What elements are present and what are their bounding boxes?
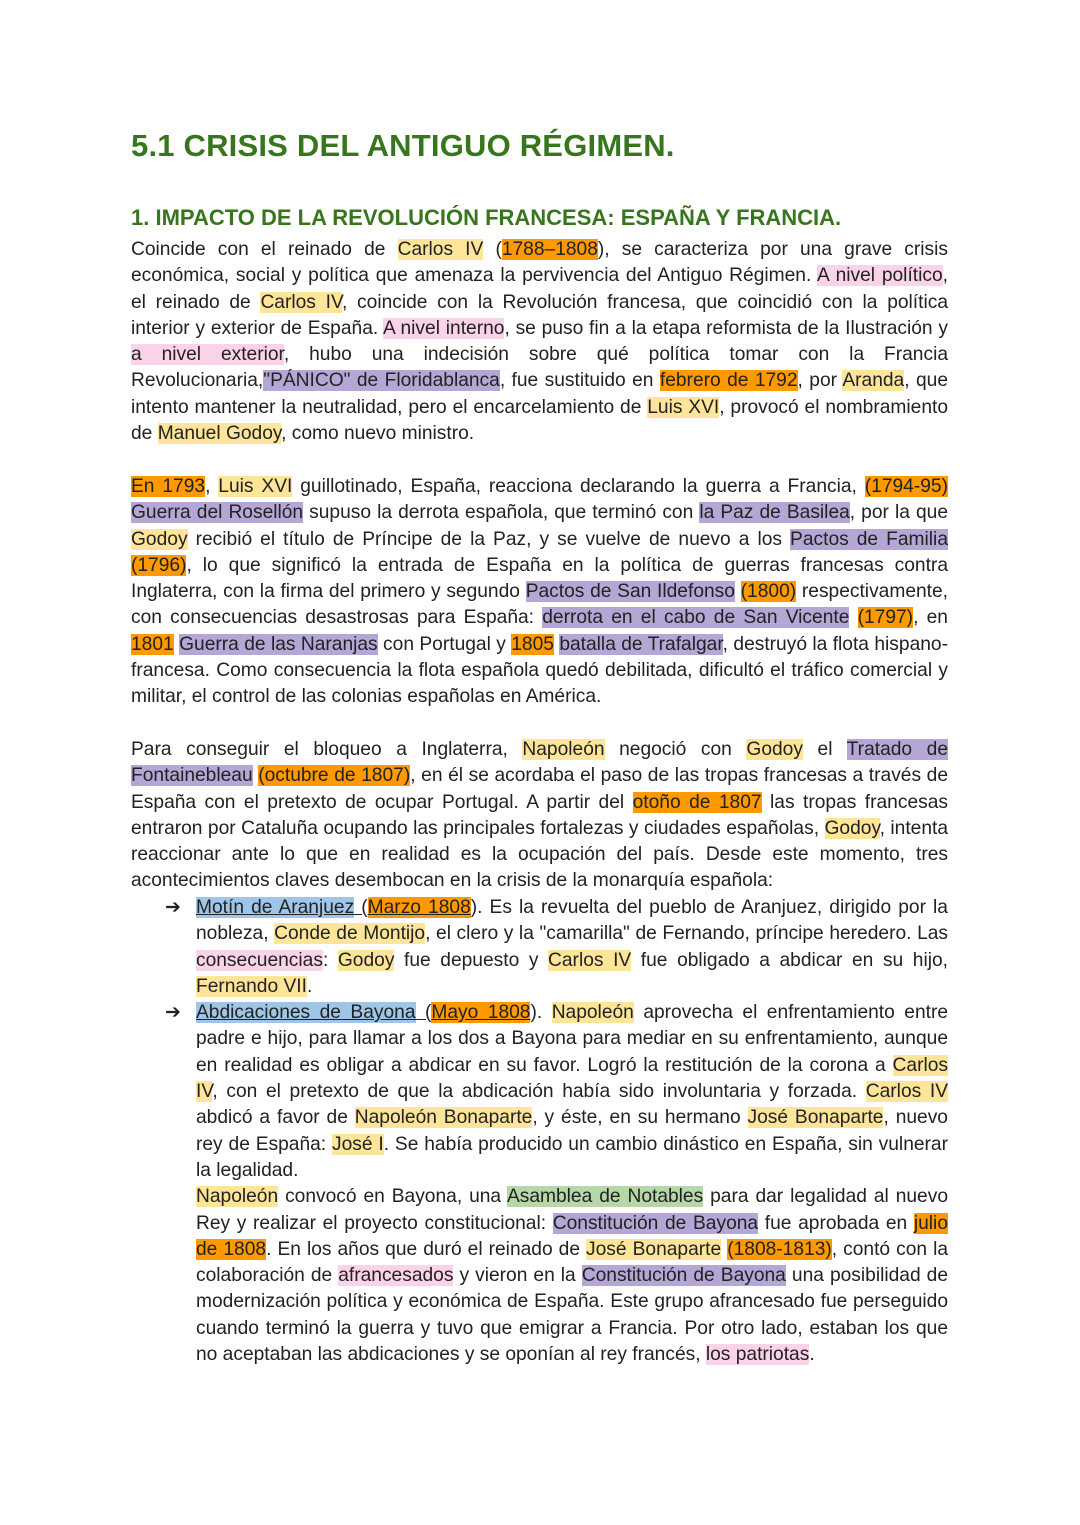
text: [849, 607, 857, 628]
highlight-date: julio de 1808: [196, 1212, 948, 1260]
text: negoció con: [604, 739, 747, 760]
text: , el reinado de: [131, 265, 948, 313]
text: y vieron en la: [453, 1265, 582, 1287]
highlight-date: (1797): [857, 607, 914, 629]
text: aprovecha el enfrentamiento entre padre e hijo, para llamar a los dos a Bayona para mediar en su enfrentamiento, aunque en realidad es obligar a abdicar en su favor. Logró la restitución de la corona a: [196, 1002, 949, 1076]
text: con Portugal y: [377, 633, 512, 655]
highlight-person: Godoy: [337, 949, 395, 971]
text: , fue sustituido en: [499, 370, 660, 392]
text: las tropas francesas entraron por Cataluña ocupando las principales fortalezas y ciudades españolas,: [131, 791, 948, 839]
text: . En los años que duró el reinado de: [266, 1238, 587, 1260]
highlight-event: Constitución de Bayona: [581, 1265, 786, 1287]
highlight-person: Napoleón Bonaparte: [354, 1107, 533, 1129]
text: , como nuevo ministro.: [281, 423, 475, 445]
bullet-text-continued: [196, 1184, 948, 1368]
bullet-list: [131, 895, 948, 1368]
text: , provocó el nombramiento de: [131, 396, 948, 445]
text: (: [483, 239, 502, 260]
highlight-person: Napoleón: [551, 1002, 634, 1024]
bullet-text: [196, 1000, 948, 1184]
highlight-date: Mayo 1808: [431, 1002, 531, 1024]
text: respectivamente, con consecuencias desastrosas para España:: [131, 581, 948, 629]
highlight-key-event: Motín de Aranjuez: [196, 897, 355, 918]
highlight-concept: A nivel político: [817, 265, 943, 287]
text: , por la que: [849, 502, 948, 524]
text: abdicó a favor de: [196, 1107, 355, 1129]
highlight-person: Napoleón: [522, 739, 605, 760]
highlight-person: Godoy: [131, 528, 188, 550]
highlight-person: Manuel Godoy: [157, 423, 282, 445]
text: ,: [205, 476, 219, 497]
highlight-event: derrota en el cabo de San Vicente: [542, 607, 850, 629]
highlight-person: Napoleón: [196, 1186, 279, 1208]
highlight-date: 1805: [511, 633, 554, 655]
highlight-event: batalla de Trafalgar: [559, 633, 723, 655]
text: , y éste, en su hermano: [532, 1107, 748, 1129]
highlight-date: En 1793: [131, 476, 206, 497]
highlight-person: Luis XVI: [647, 396, 720, 418]
text: [735, 581, 741, 602]
paragraph-1: [131, 237, 948, 447]
text: , el clero y la "camarilla" de Fernando, príncipe heredero. Las: [425, 923, 949, 945]
highlight-date: (1808-1813): [727, 1238, 832, 1260]
text: fue depuesto y: [394, 949, 549, 971]
text: ), se caracteriza por una grave crisis económica, social y política que amenaza la pervivencia del Antiguo Régimen.: [131, 239, 948, 287]
highlight-event: la Paz de Basilea: [699, 502, 850, 524]
highlight-event: Guerra del Rosellón: [131, 502, 304, 524]
highlight-person: Carlos IV: [865, 1081, 948, 1103]
text: guillotinado, España, reacciona declarando la guerra a Francia,: [292, 476, 865, 497]
highlight-event: Pactos de Familia: [790, 528, 948, 550]
paragraph-2: [131, 474, 948, 711]
highlight-institution: Asamblea de Notables: [506, 1186, 704, 1208]
highlight-person: Godoy: [824, 817, 880, 839]
text: , por: [797, 370, 843, 392]
section-heading: 1. IMPACTO DE LA REVOLUCIÓN FRANCESA: ESPAÑA Y FRANCIA.: [131, 205, 842, 230]
page-title: 5.1 CRISIS DEL ANTIGUO RÉGIMEN.: [131, 128, 675, 163]
text: fue aprobada en: [758, 1212, 914, 1234]
highlight-concept: los patriotas: [705, 1344, 810, 1366]
text: convocó en Bayona, una: [278, 1186, 507, 1208]
text: .: [306, 975, 313, 997]
highlight-person: José I: [332, 1133, 384, 1155]
highlight-event: Guerra de las Naranjas: [179, 633, 378, 655]
highlight-person: Aranda: [842, 370, 905, 392]
highlight-event: Pactos de San Ildefonso: [525, 581, 735, 603]
bullet-text: [196, 895, 948, 1000]
text: Coincide con el reinado de: [131, 239, 398, 260]
text: Para conseguir el bloqueo a Inglaterra,: [131, 739, 523, 760]
text: , hubo una indecisión sobre qué política tomar con la Francia Revolucionaria,: [131, 344, 949, 392]
highlight-event: Tratado de Fontainebleau: [131, 739, 948, 787]
highlight-person: José Bonaparte: [586, 1238, 722, 1260]
text: supuso la derrota española, que terminó con: [303, 502, 700, 524]
highlight-date: (1794-95): [864, 476, 948, 497]
highlight-concept: A nivel interno: [382, 317, 505, 339]
highlight-key-event: Abdicaciones de Bayona: [196, 1002, 416, 1024]
text: , lo que significó la entrada de España en la política de guerras francesas contra Inglaterra, con la firma del primero y segundo: [131, 554, 948, 603]
text: , coincide con la Revolución francesa, que coincidió con la política interior y exterior de España.: [131, 291, 948, 339]
highlight-concept: afrancesados: [338, 1265, 454, 1287]
highlight-person: Conde de Montijo: [274, 923, 426, 945]
highlight-date: (1796): [131, 554, 187, 576]
highlight-date: (octubre de 1807): [258, 765, 411, 787]
list-item: [131, 1000, 948, 1368]
highlight-person: Carlos IV: [397, 239, 484, 260]
highlight-person: Carlos IV: [548, 949, 632, 971]
highlight-date: 1801: [131, 633, 174, 655]
highlight-date: otoño de 1807: [632, 791, 762, 813]
text: :: [322, 949, 338, 971]
text: , en: [913, 607, 948, 629]
highlight-person: Carlos IV: [196, 1054, 948, 1103]
highlight-person: Luis XVI: [218, 476, 293, 497]
text: para dar legalidad al nuevo Rey y realizar el proyecto constitucional:: [196, 1186, 948, 1234]
highlight-concept: a nivel exterior: [131, 344, 284, 366]
text: (: [354, 897, 368, 918]
text: (: [415, 1002, 432, 1024]
text: , contó con la colaboración de: [196, 1238, 949, 1287]
text: , nuevo rey de España:: [196, 1107, 948, 1155]
paragraph-3: [131, 737, 948, 895]
list-item: [131, 895, 948, 1000]
text: el: [802, 739, 847, 760]
text: ).: [530, 1002, 552, 1024]
highlight-person: Godoy: [746, 739, 803, 760]
text: recibió el título de Príncipe de la Paz, y se vuelve de nuevo a los: [187, 528, 791, 550]
text: fue obligado a abdicar en su hijo,: [631, 949, 949, 971]
text: , intenta reaccionar ante lo que en realidad es la ocupación del país. Desde este momento, tres acontecimientos claves desembocan en la crisis de la monarquía española:: [131, 817, 949, 892]
highlight-date: febrero de 1792: [659, 370, 798, 392]
text: , con el pretexto de que la abdicación había sido involuntaria y forzada.: [212, 1081, 866, 1103]
text: , en él se acordaba el paso de las tropas francesas a través de España con el pretexto de ocupar Portugal. A partir del: [131, 765, 948, 813]
text: , que intento mantener la neutralidad, pero el encarcelamiento de: [131, 370, 948, 418]
highlight-date: 1788–1808: [501, 239, 598, 260]
highlight-concept: consecuencias: [196, 949, 323, 971]
text: . Se había producido un cambio dinástico en España, sin vulnerar la legalidad.: [196, 1133, 948, 1181]
highlight-event: "PÁNICO" de Floridablanca: [263, 370, 500, 392]
text: .: [809, 1344, 815, 1366]
text: una posibilidad de modernización política y económica de España. Este grupo afrancesado fue perseguido cuando terminó la guerra y tuvo que emigrar a Francia. Por otro lado, estaban los que no aceptaban las abdicaciones y se oponían al rey francés,: [196, 1265, 949, 1366]
text: , se puso fin a la etapa reformista de la Ilustración y: [504, 317, 949, 339]
highlight-date: Marzo 1808: [367, 897, 471, 918]
text: ). Es la revuelta del pueblo de Aranjuez, dirigido por la nobleza,: [196, 897, 948, 945]
highlight-event: Constitución de Bayona: [552, 1212, 759, 1234]
arrow-right-icon: ➔: [165, 897, 181, 918]
highlight-date: (1800): [740, 581, 797, 603]
text: , destruyó la flota hispano-francesa. Como consecuencia la flota española quedó debilitada, dificultó el tráfico comercial y militar, el control de las colonias españolas en América.: [131, 633, 948, 708]
highlight-person: Carlos IV: [260, 291, 342, 313]
arrow-right-icon: ➔: [165, 1002, 181, 1024]
highlight-person: José Bonaparte: [747, 1107, 884, 1129]
highlight-person: Fernando VII: [196, 975, 307, 997]
